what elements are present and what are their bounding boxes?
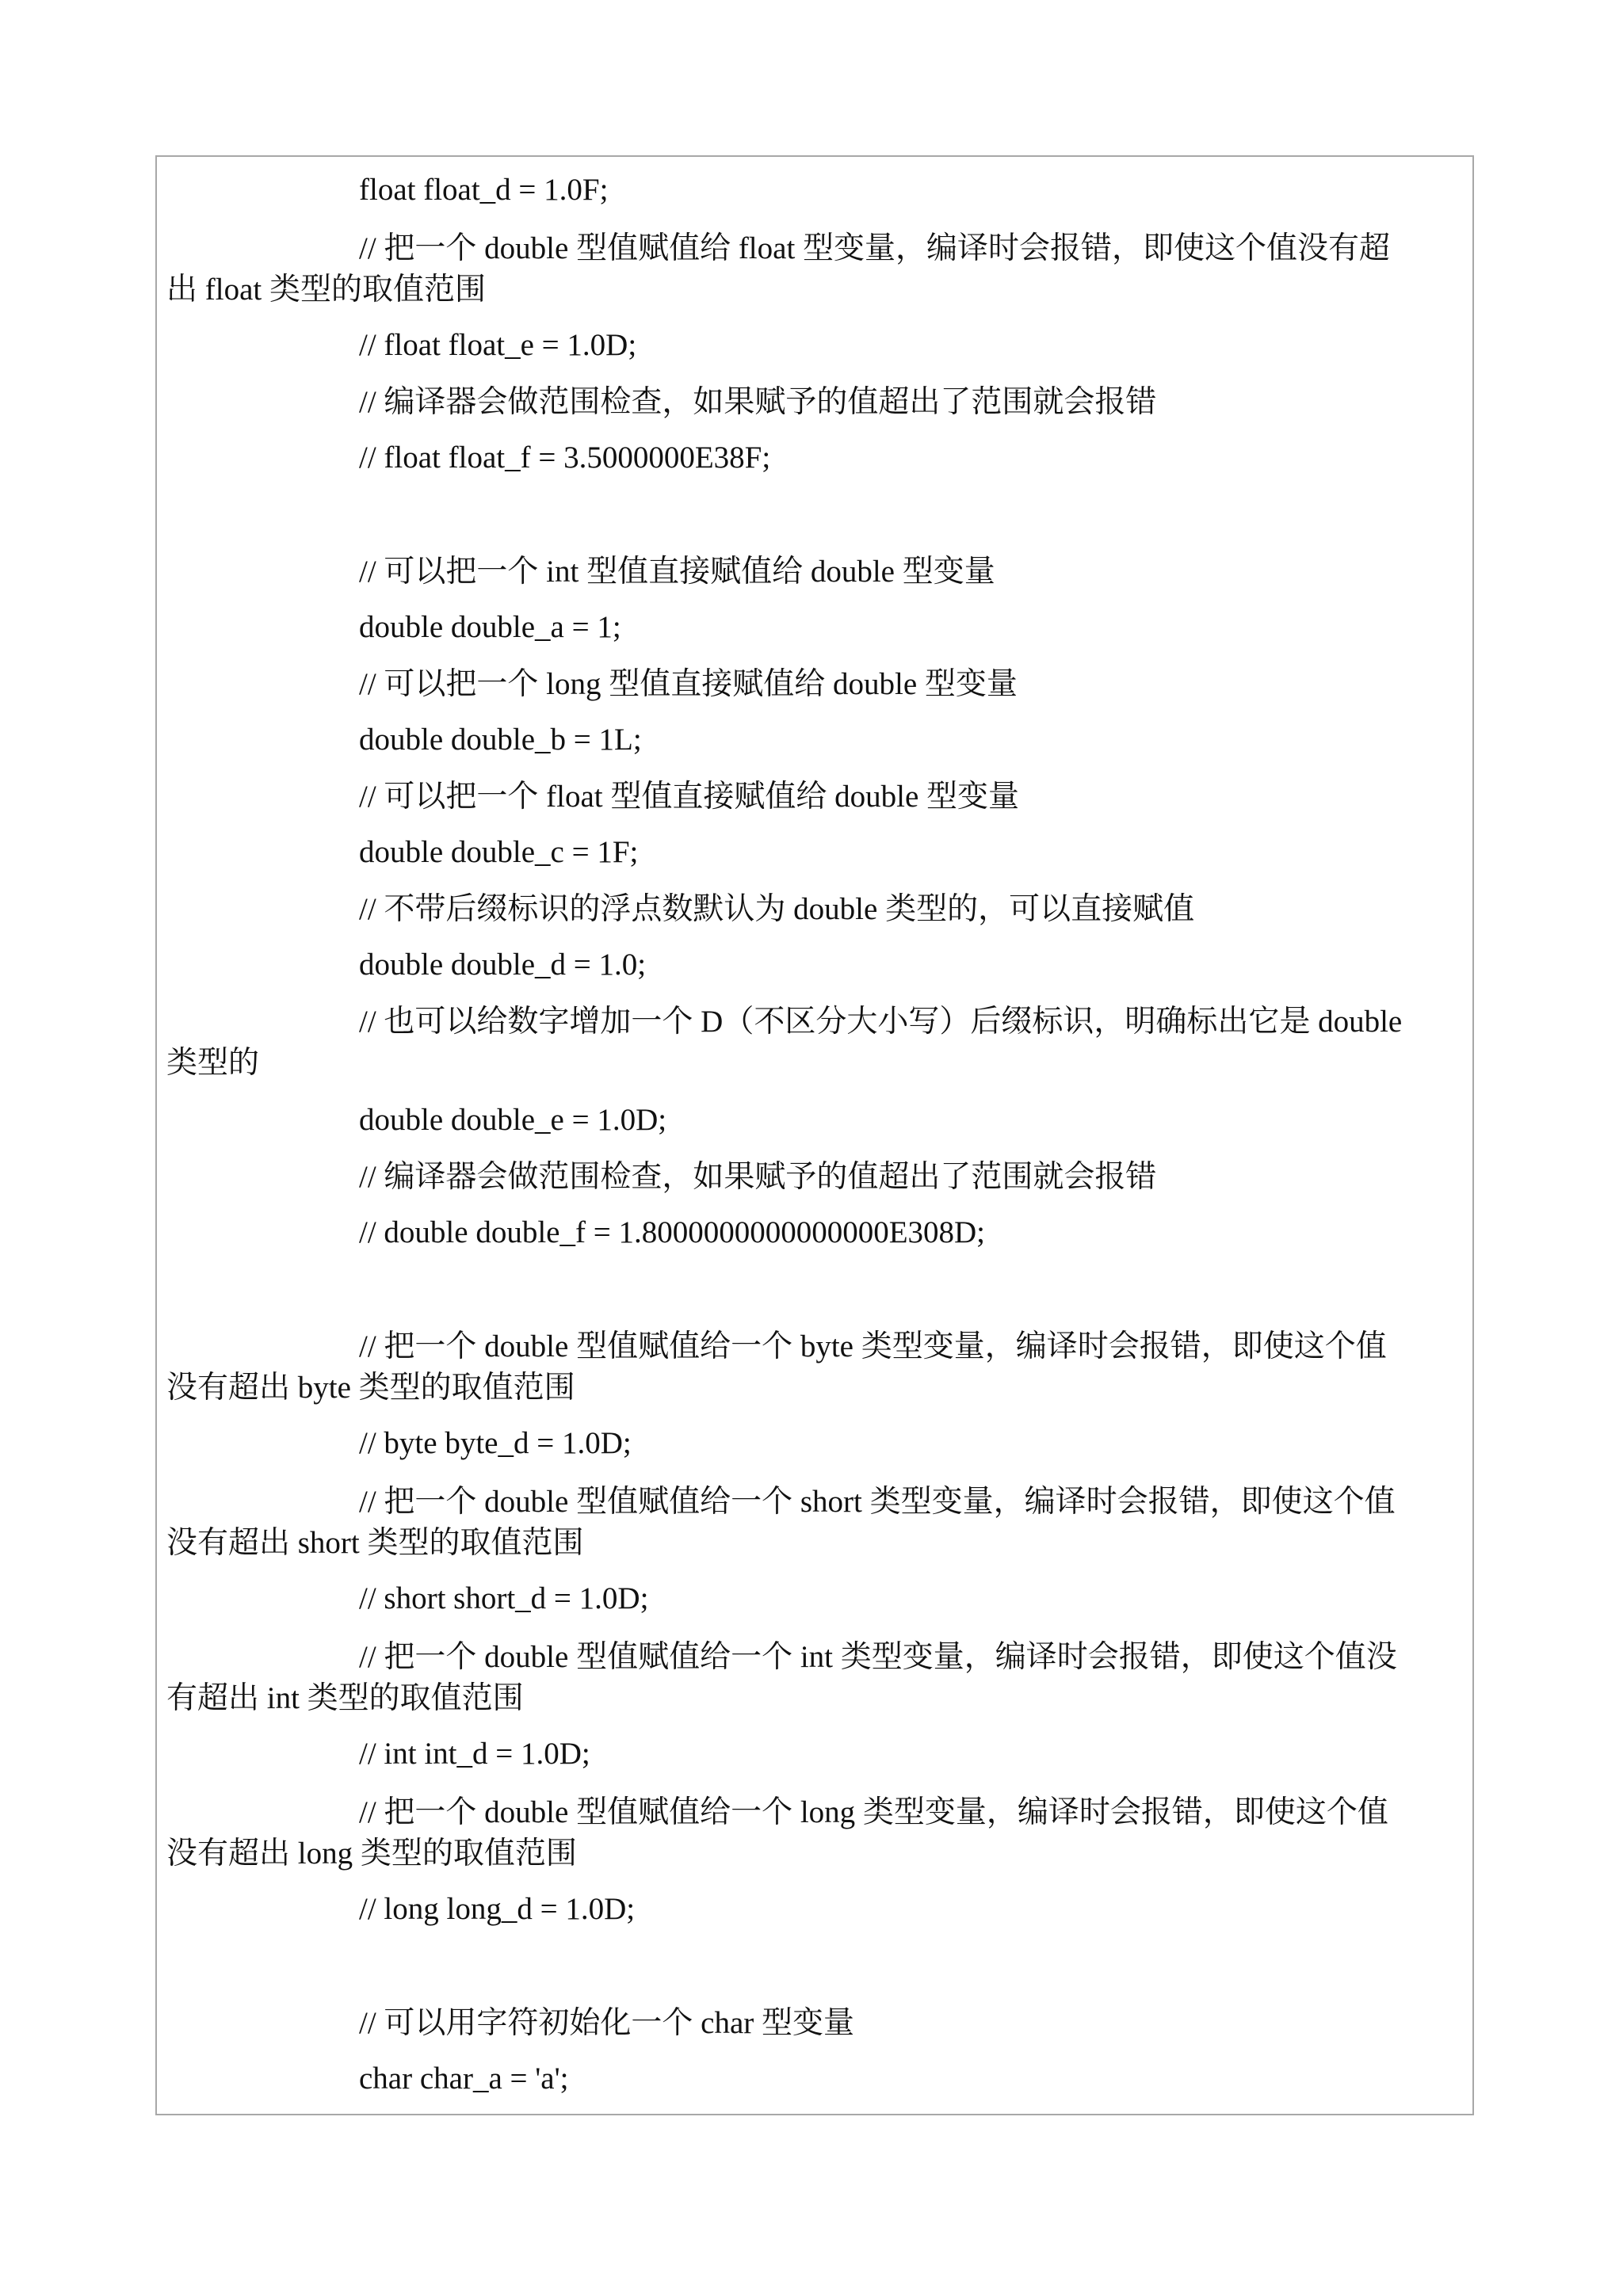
comment-line-continuation: 没有超出 short 类型的取值范围 xyxy=(166,1526,584,1560)
comment-line: // 可以把一个 long 型值直接赋值给 double 型变量 xyxy=(359,667,1018,701)
comment-line: // 把一个 double 型值赋值给一个 byte 类型变量，编译时会报错，即使这个值 xyxy=(359,1329,1387,1363)
code-line: double double_d = 1.0; xyxy=(359,948,647,982)
comment-line: // 把一个 double 型值赋值给一个 long 类型变量，编译时会报错，即使这个值 xyxy=(359,1795,1388,1829)
comment-line: // 把一个 double 型值赋值给一个 short 类型变量，编译时会报错，即使这个值 xyxy=(359,1485,1396,1519)
code-line: // byte byte_d = 1.0D; xyxy=(359,1426,632,1460)
code-line: // float float_e = 1.0D; xyxy=(359,328,637,362)
comment-line-continuation: 有超出 int 类型的取值范围 xyxy=(166,1681,524,1715)
comment-line: // 编译器会做范围检查，如果赋予的值超出了范围就会报错 xyxy=(359,1160,1157,1194)
code-line: double double_e = 1.0D; xyxy=(359,1103,667,1137)
comment-line: // 也可以给数字增加一个 D（不区分大小写）后缀标识，明确标出它是 double xyxy=(359,1005,1403,1039)
code-line: // long long_d = 1.0D; xyxy=(359,1892,636,1926)
comment-line-continuation: 类型的 xyxy=(166,1046,260,1080)
code-line: double double_b = 1L; xyxy=(359,723,642,757)
code-listing-box xyxy=(155,155,1474,2115)
comment-line: // 把一个 double 型值赋值给 float 型变量，编译时会报错，即使这个值没有超 xyxy=(359,231,1391,265)
code-line: // float float_f = 3.5000000E38F; xyxy=(359,441,771,475)
code-line: char char_a = 'a'; xyxy=(359,2061,569,2096)
comment-line: // 可以把一个 float 型值直接赋值给 double 型变量 xyxy=(359,780,1020,814)
comment-line: // 把一个 double 型值赋值给一个 int 类型变量，编译时会报错，即使这个值没 xyxy=(359,1640,1397,1674)
code-line: // double double_f = 1.8000000000000000E308D; xyxy=(359,1215,986,1249)
comment-line: // 可以用字符初始化一个 char 型变量 xyxy=(359,2006,855,2040)
comment-line-continuation: 没有超出 byte 类型的取值范围 xyxy=(166,1371,575,1405)
comment-line-continuation: 没有超出 long 类型的取值范围 xyxy=(166,1836,577,1871)
code-line: double double_c = 1F; xyxy=(359,835,639,869)
comment-line: // 可以把一个 int 型值直接赋值给 double 型变量 xyxy=(359,555,995,589)
comment-line: // 不带后缀标识的浮点数默认为 double 类型的，可以直接赋值 xyxy=(359,892,1195,926)
code-line: double double_a = 1; xyxy=(359,610,621,644)
code-line: // short short_d = 1.0D; xyxy=(359,1581,649,1615)
code-line: float float_d = 1.0F; xyxy=(359,173,609,207)
comment-line: // 编译器会做范围检查，如果赋予的值超出了范围就会报错 xyxy=(359,385,1157,419)
comment-line-continuation: 出 float 类型的取值范围 xyxy=(166,273,486,307)
code-line: // int int_d = 1.0D; xyxy=(359,1737,590,1771)
